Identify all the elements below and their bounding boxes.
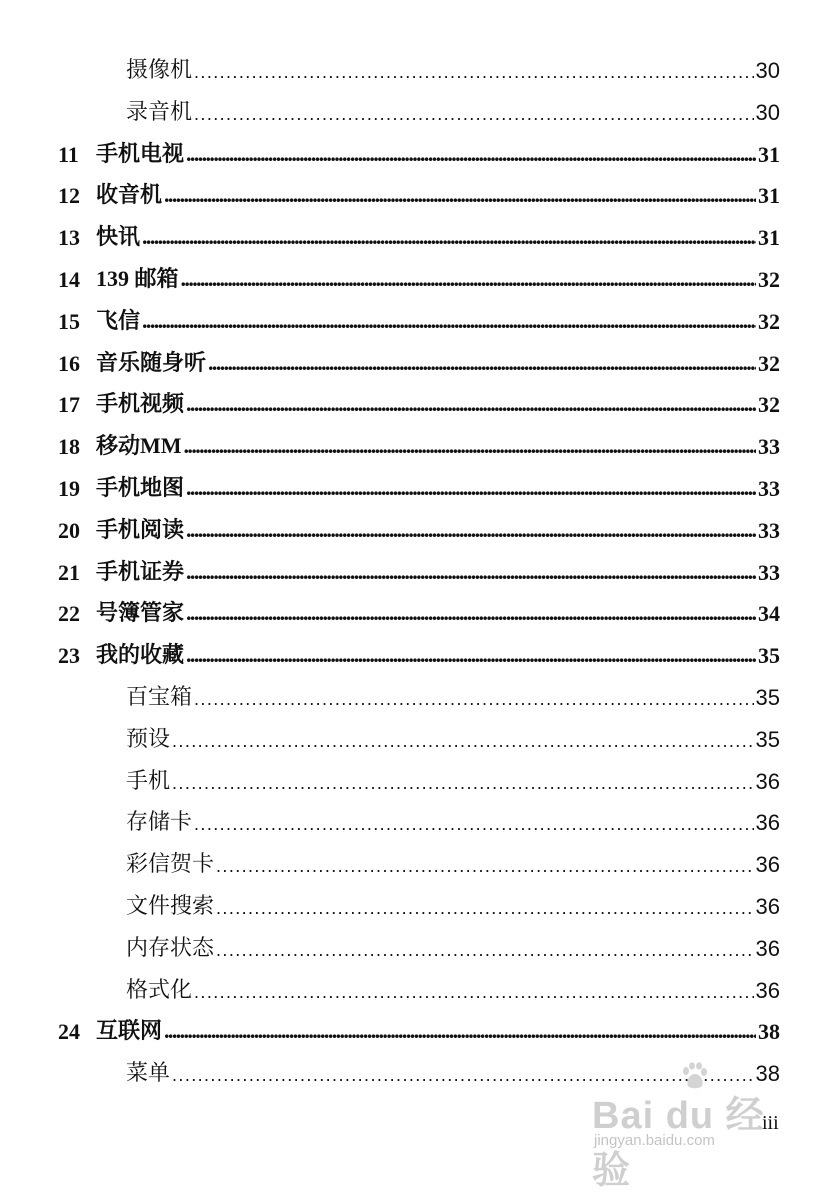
toc-entry-title: 号簿管家 (96, 600, 185, 626)
dot-leader (186, 394, 756, 418)
toc-entry-title: 互联网 (96, 1018, 163, 1044)
toc-entry-title: 内存状态 (126, 934, 215, 960)
toc-entry-title: 手机 (126, 767, 171, 793)
toc-entry-page: 34 (758, 601, 780, 627)
toc-entry-title: 手机视频 (96, 391, 185, 417)
toc-entry-page: 36 (755, 852, 780, 878)
toc-entry-number: 18 (58, 434, 80, 460)
dot-leader (184, 436, 756, 460)
toc-entry (58, 219, 780, 251)
dot-leader (164, 185, 756, 209)
toc-entry-page: 33 (758, 434, 780, 460)
toc-entry-page: 36 (755, 768, 780, 794)
toc-entry (126, 972, 780, 1004)
toc-entry (126, 930, 780, 962)
toc-entry-number: 15 (58, 308, 80, 334)
toc-entry (58, 136, 780, 168)
toc-entry-number: 14 (58, 267, 80, 292)
toc-entry (126, 679, 780, 711)
dot-leader (194, 812, 754, 836)
toc-entry-title: 飞信 (96, 307, 141, 333)
dot-leader (142, 227, 756, 251)
toc-entry (126, 804, 780, 836)
dot-leader (186, 478, 756, 502)
toc-entry-page: 32 (758, 308, 780, 334)
dot-leader (216, 896, 754, 920)
toc-entry-title: 移动MM (96, 433, 182, 459)
toc-entry-page: 36 (755, 810, 780, 836)
toc-entry-number: 13 (58, 225, 80, 251)
toc-entry-title: 139 邮箱 (96, 266, 179, 291)
dot-leader (186, 562, 756, 586)
toc-entry-page: 35 (755, 726, 780, 752)
toc-entry-number: 19 (58, 476, 80, 501)
toc-entry (58, 177, 780, 209)
toc-entry-page: 36 (755, 977, 780, 1003)
toc-entry-number: 22 (58, 601, 80, 627)
dot-leader (172, 729, 754, 753)
toc-entry (58, 303, 780, 335)
toc-entry (58, 345, 780, 377)
toc-entry-page: 33 (758, 476, 780, 501)
toc-entry-page: 32 (758, 267, 780, 292)
toc-entry (58, 386, 780, 418)
dot-leader (216, 854, 754, 878)
toc-entry-number: 23 (58, 643, 80, 669)
toc-entry-page: 35 (755, 685, 780, 710)
toc-entry-page: 31 (758, 225, 780, 251)
dot-leader (181, 269, 756, 293)
toc-entry-title: 收音机 (96, 182, 163, 208)
toc-entry-page: 38 (755, 1061, 780, 1087)
toc-entry (126, 888, 780, 920)
toc-entry-title: 百宝箱 (126, 684, 193, 709)
watermark-url: jingyan.baidu.com (594, 1132, 715, 1149)
toc-entry-title: 快讯 (96, 224, 141, 250)
dot-leader (194, 60, 754, 84)
toc-entry-page: 30 (755, 58, 780, 83)
toc-entry-title: 摄像机 (126, 57, 193, 82)
toc-entry-page: 36 (755, 935, 780, 961)
toc-entry (58, 428, 780, 460)
toc-entry-number: 24 (58, 1019, 80, 1045)
toc-entry-page: 32 (758, 392, 780, 418)
dot-leader (208, 353, 756, 377)
toc-entry-number: 16 (58, 350, 80, 376)
toc-entry-page: 31 (758, 183, 780, 209)
toc-entry-title: 手机阅读 (96, 516, 185, 542)
toc-entry-number: 21 (58, 559, 80, 585)
toc-entry-title: 预设 (126, 725, 171, 751)
page-folio: iii (762, 1112, 779, 1134)
dot-leader (164, 1021, 756, 1045)
dot-leader (186, 645, 756, 669)
toc-entry (58, 512, 780, 544)
toc-entry-page: 31 (758, 141, 780, 167)
toc-entry-page: 36 (755, 894, 780, 919)
toc-entry-title: 存储卡 (126, 809, 193, 835)
toc-entry-page: 32 (758, 350, 780, 376)
toc-entry-page: 30 (755, 99, 780, 125)
toc-entry-number: 20 (58, 517, 80, 543)
toc-entry-number: 11 (58, 141, 79, 167)
toc-entry-title: 录音机 (126, 98, 193, 124)
dot-leader (186, 520, 756, 544)
dot-leader (194, 980, 754, 1004)
toc-entry (58, 1013, 780, 1045)
toc-entry-title: 手机证券 (96, 558, 185, 584)
dot-leader (186, 144, 756, 168)
dot-leader (172, 771, 754, 795)
toc-entry (126, 846, 780, 878)
watermark-logo-text: Bai du 经验 (592, 1095, 765, 1192)
dot-leader (194, 687, 754, 711)
toc-entry-title: 音乐随身听 (96, 349, 207, 375)
toc-entry-page: 33 (758, 559, 780, 585)
dot-leader (142, 311, 756, 335)
toc-entry-title: 手机电视 (96, 140, 185, 166)
dot-leader (194, 102, 754, 126)
toc-entry (126, 721, 780, 753)
toc-entry (126, 94, 780, 126)
toc-entry-page: 35 (758, 643, 780, 669)
toc-entry (58, 595, 780, 627)
toc-entry-number: 17 (58, 392, 80, 418)
toc-entry-title: 文件搜索 (126, 893, 215, 918)
toc-entry (126, 52, 780, 84)
baidu-watermark (588, 1062, 788, 1192)
dot-leader (186, 603, 756, 627)
toc-entry (58, 470, 780, 502)
toc-entry-title: 彩信贺卡 (126, 851, 215, 877)
toc-entry-page: 38 (758, 1019, 780, 1045)
toc-entry-title: 格式化 (126, 976, 193, 1002)
toc-entry-title: 我的收藏 (96, 642, 185, 668)
toc-entry (126, 763, 780, 795)
toc-entry-title: 菜单 (126, 1060, 171, 1086)
toc-entry-page: 33 (758, 517, 780, 543)
toc-entry (58, 554, 780, 586)
toc-entry-number: 12 (58, 183, 80, 209)
toc-entry (58, 637, 780, 669)
dot-leader (216, 938, 754, 962)
toc-entry (58, 261, 780, 293)
toc-entry-title: 手机地图 (96, 475, 185, 500)
